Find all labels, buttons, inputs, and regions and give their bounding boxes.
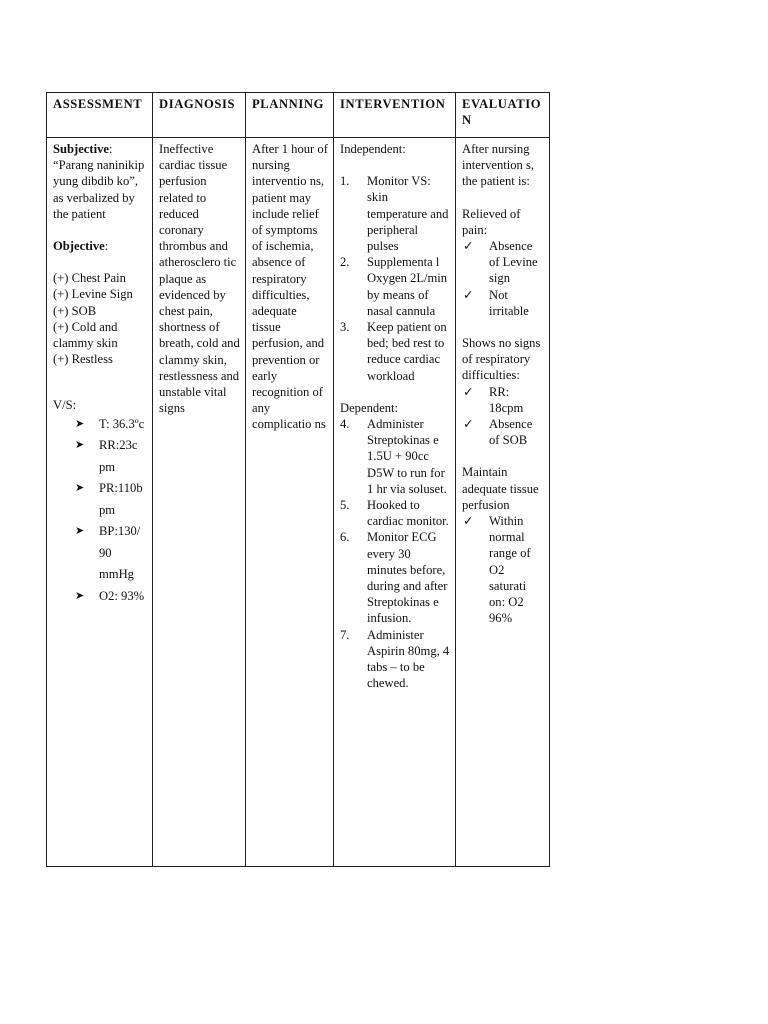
intervention-item: 7. Administer Aspirin 80mg, 4 tabs – to be chewed. [340,627,450,691]
arrow-bullet-icon: ➤ [75,482,85,495]
objective-item: (+) Chest Pain [53,271,126,286]
arrow-bullet-icon: ➤ [75,439,85,452]
evaluation-item: ✓ Absence of Levine sign [463,239,538,286]
header-intervention: INTERVENTION [334,93,456,138]
evaluation-item: ✓ RR: 18cpm [463,384,524,415]
objective-block: Objective: [53,239,109,254]
subjective-text: “Parang naninikip yung dibdib ko”, as verbalized by the patient [53,158,145,221]
evaluation-intro: After nursing intervention s, the patient is: [462,142,535,189]
header-evaluation: EVALUATION [456,93,550,138]
diagnosis-cell [153,138,246,867]
checkmark-icon: ✓ [463,384,474,399]
vital-signs-list [53,414,147,608]
intervention-item: 3. Keep patient on bed; bed rest to reduce cardiac workload [340,320,447,383]
intervention-item: 4. Administer Streptokinas e 1.5U + 90cc D5W to run for 1 hr via soluset. [340,417,447,496]
header-planning: PLANNING [246,93,334,138]
intervention-item: 1. Monitor VS: skin temperature and peripheral pulses [340,174,449,254]
independent-list [340,173,450,384]
evaluation-group-label: Maintain adequate tissue perfusion [462,465,539,512]
vital-signs-label: V/S: [53,398,77,413]
checkmark-icon: ✓ [463,417,474,432]
objective-item: (+) Cold and clammy skin [53,319,118,351]
arrow-bullet-icon: ➤ [75,525,85,538]
evaluation-item: ✓ Not irritable [463,287,529,318]
vital-sign-item: ➤ O2: 93% [53,586,147,608]
evaluation-item: ✓ Within normal range of O2 saturati on: O2 96% [463,514,531,626]
vital-sign-item: ➤ T: 36.3ºc [53,414,147,436]
subjective-label: Subjective [53,142,109,156]
nursing-care-plan-table [46,92,550,867]
independent-label: Independent: [340,142,406,156]
assessment-cell [47,138,153,867]
dependent-list [340,416,450,691]
dependent-label: Dependent: [340,400,399,415]
arrow-bullet-icon: ➤ [75,589,85,602]
vital-sign-item: ➤ BP:130/ 90 mmHg [53,521,147,586]
header-assessment: ASSESSMENT [47,93,153,138]
intervention-cell [334,138,456,867]
evaluation-group-label: Shows no signs of respiratory difficulties: [462,336,541,383]
evaluation-group-label: Relieved of pain: [462,206,521,237]
evaluation-list [462,513,544,626]
intervention-item: 2. Supplementa l Oxygen 2L/min by means of nasal cannula [340,255,448,318]
planning-text: After 1 hour of nursing interventio ns, patient may include relief of symptoms of ischemia, absence of respiratory difficulties, adequate tissue perfusion, and prevention or early recognition of any complicatio ns [252,142,328,432]
objective-label: Objective [53,239,105,254]
intervention-item: 6. Monitor ECG every 30 minutes before, during and after Streptokinas e infusion. [340,530,448,626]
vital-sign-item: ➤ PR:110b pm [53,478,147,521]
objective-item: (+) Levine Sign [53,287,133,302]
header-diagnosis: DIAGNOSIS [153,93,246,138]
arrow-bullet-icon: ➤ [75,417,85,430]
checkmark-icon: ✓ [463,287,474,302]
checkmark-icon: ✓ [463,514,474,529]
content-row [47,138,550,867]
diagnosis-text: Ineffective cardiac tissue perfusion related to reduced coronary thrombus and atherosclero tic plaque as evidenced by chest pain, shortness of breath, cold and clammy skin, restlessness and unstable vital signs [159,142,240,416]
planning-cell [246,138,334,867]
evaluation-cell [456,138,550,867]
vital-sign-item: ➤ RR:23c pm [53,435,147,478]
objective-item: (+) Restless [53,352,113,367]
checkmark-icon: ✓ [463,239,474,254]
evaluation-list [462,238,544,319]
header-row [47,93,550,138]
evaluation-item: ✓ Absence of SOB [463,417,533,448]
objective-item: (+) SOB [53,303,97,318]
subjective-block: Subjective: “Parang naninikip yung dibdib ko”, as verbalized by the patient [53,142,145,221]
intervention-item: 5. Hooked to cardiac monitor. [340,498,449,529]
evaluation-list [462,384,544,449]
